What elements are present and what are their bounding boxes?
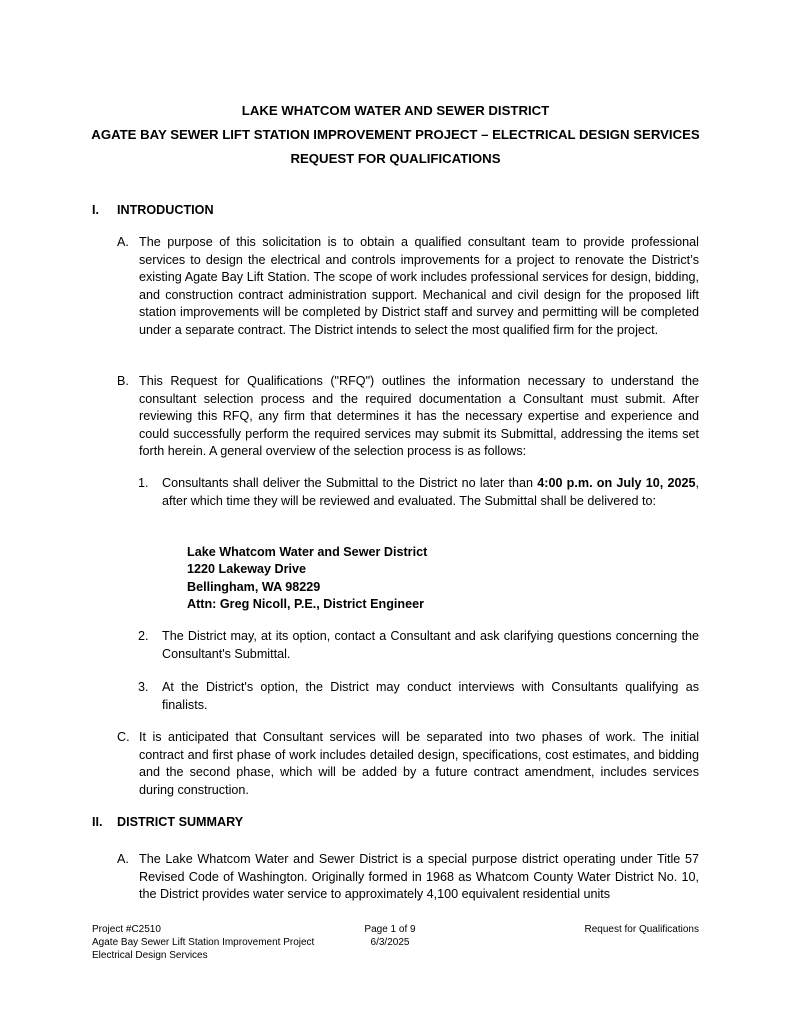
- footer-project-number: Project #C2510: [92, 924, 161, 935]
- paragraph-text: The Lake Whatcom Water and Sewer District is a special purpose district operating under Title 57 Revised Code of Washington. Originally formed in 1968 as Whatcom County Water District No. 10, the District provides water service to approximately 4,100 equivalent residential units: [139, 852, 699, 902]
- document-title-project: AGATE BAY SEWER LIFT STATION IMPROVEMENT PROJECT – ELECTRICAL DESIGN SERVICES: [91, 127, 700, 142]
- paragraph-text: It is anticipated that Consultant services will be separated into two phases of work. The initial contract and first phase of work includes detailed design, specifications, cost estimates, and bidding and the second phase, which will be added by a future contract amendment, includes services during construction.: [139, 730, 699, 797]
- list-item-3: [138, 679, 699, 714]
- footer-service: Electrical Design Services: [92, 950, 208, 962]
- section-heading-district-summary: [92, 815, 243, 829]
- section-number: II.: [92, 815, 103, 829]
- paragraph-marker: A.: [117, 235, 129, 249]
- list-text: The District may, at its option, contact a Consultant and ask clarifying questions concerning the Consultant's Submittal.: [162, 629, 699, 661]
- list-text-after: , after which time they will be reviewed and evaluated. The Submittal shall be delivered to:: [162, 476, 699, 508]
- list-text: At the District's option, the District may conduct interviews with Consultants qualifying as finalists.: [162, 680, 699, 712]
- document-title-district: LAKE WHATCOM WATER AND SEWER DISTRICT: [241, 103, 550, 118]
- address-line-4: Attn: Greg Nicoll, P.E., District Engineer: [187, 597, 424, 612]
- address-line-3: Bellingham, WA 98229: [187, 579, 321, 594]
- footer-center: [340, 923, 440, 949]
- section-title: DISTRICT SUMMARY: [117, 815, 244, 829]
- list-item-1: [138, 475, 699, 510]
- delivery-address: [187, 544, 427, 614]
- section-heading-introduction: [92, 203, 214, 217]
- footer-project-name: Agate Bay Sewer Lift Station Improvement Project: [92, 937, 315, 949]
- paragraph-marker: C.: [117, 730, 130, 744]
- footer-document-type: Request for Qualifications: [584, 924, 699, 935]
- list-text-before: Consultants shall deliver the Submittal to the District no later than: [162, 476, 538, 490]
- list-marker: 2.: [138, 629, 149, 643]
- list-marker: 3.: [138, 680, 149, 694]
- submittal-deadline: 4:00 p.m. on July 10, 2025: [537, 476, 696, 490]
- list-marker: 1.: [138, 476, 149, 490]
- footer-left: [92, 923, 314, 963]
- paragraph-1b: [117, 373, 699, 461]
- section-title: INTRODUCTION: [117, 203, 214, 217]
- address-line-1: Lake Whatcom Water and Sewer District: [187, 545, 428, 559]
- list-item-2: [138, 628, 699, 663]
- document-title-rfq: REQUEST FOR QUALIFICATIONS: [290, 151, 501, 166]
- paragraph-1c: [117, 729, 699, 799]
- paragraph-text: The purpose of this solicitation is to obtain a qualified consultant team to provide professional services to design the electrical and controls improvements for a project to renovate the District’s existing Agate Bay Lift Station. The scope of work includes professional services for design, bidding, and construction contract administration support. Mechanical and civil design for the proposed lift station improvements will be completed by District staff and survey and permitting will be completed under a separate contract. The District intends to select the most qualified firm for the project.: [139, 235, 699, 337]
- paragraph-text: This Request for Qualifications ("RFQ") outlines the information necessary to understand the consultant selection process and the required documentation a Consultant must submit. After reviewing this RFQ, any firm that determines it has the necessary expertise and experience and could successfully perform the required services may submit its Submittal, addressing the items set forth herein. A general overview of the selection process is as follows:: [139, 374, 699, 459]
- paragraph-marker: A.: [117, 852, 129, 866]
- section-number: I.: [92, 203, 99, 217]
- address-line-2: 1220 Lakeway Drive: [187, 562, 307, 577]
- footer-page-number: Page 1 of 9: [364, 924, 416, 935]
- paragraph-2a: [117, 851, 699, 904]
- paragraph-marker: B.: [117, 374, 129, 388]
- footer-date: 6/3/2025: [370, 937, 410, 949]
- paragraph-1a: [117, 234, 699, 340]
- footer-right: [584, 923, 699, 936]
